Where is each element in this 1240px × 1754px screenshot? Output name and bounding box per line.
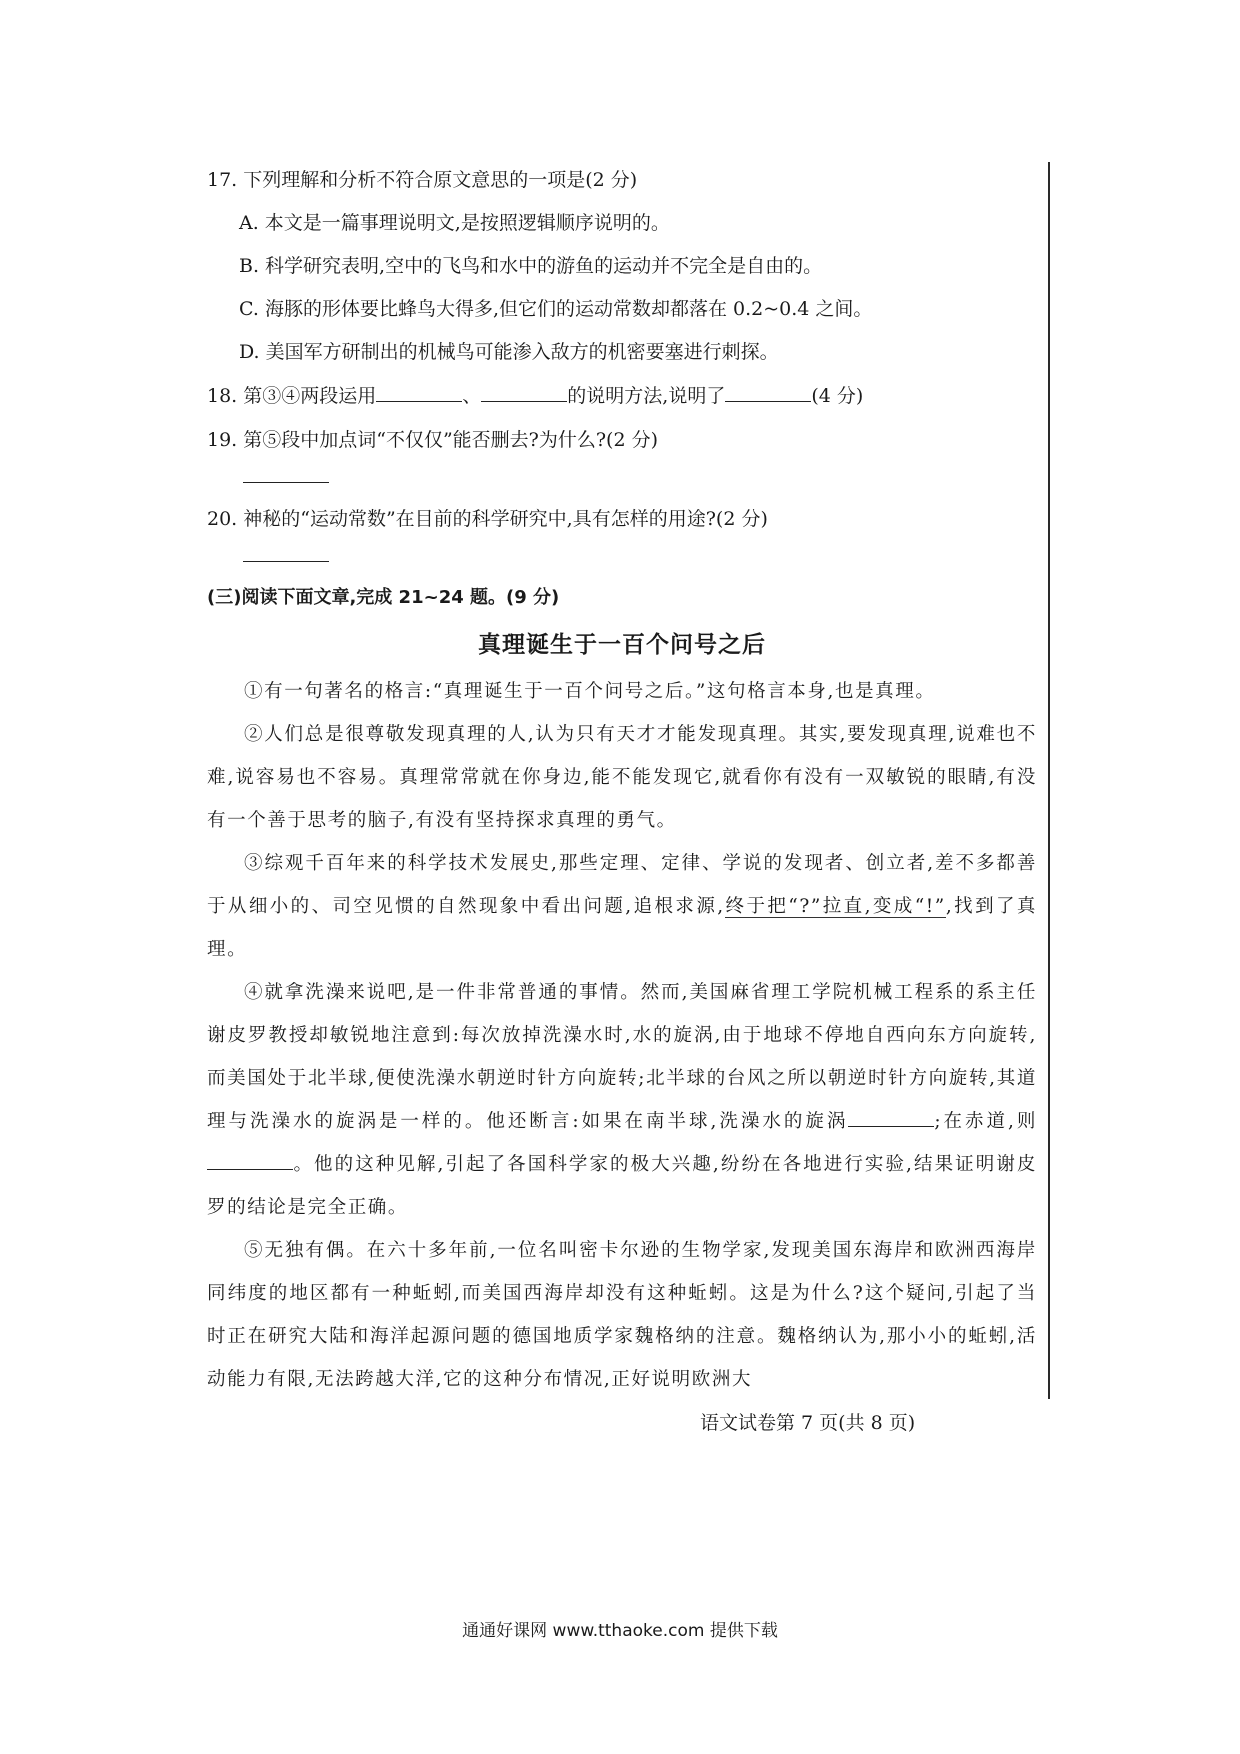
question-18-blank-1 (376, 381, 462, 402)
question-18-text-2: 、 (462, 385, 482, 407)
article-paragraph-2: ②人们总是很尊敬发现真理的人,认为只有天才才能发现真理。其实,要发现真理,说难也不难,说容易也不容易。真理常常就在你身边,能不能发现它,就看你有没有一双敏锐的眼睛,有没有一个善于思考的脑子,有没有坚持探求真理的勇气。 (207, 724, 1037, 831)
paragraph-4-blank-2 (207, 1149, 293, 1170)
question-20-answer-line (243, 541, 329, 562)
question-19-stem: 19. 第⑤段中加点词“不仅仅”能否删去?为什么?(2 分) (207, 429, 659, 451)
question-18-blank-2 (481, 381, 567, 402)
paragraph-4-blank-1 (848, 1106, 934, 1127)
question-18-text-3: 的说明方法,说明了 (567, 385, 726, 407)
article-paragraph-1: ①有一句著名的格言:“真理诞生于一百个问号之后。”这句格言本身,也是真理。 (244, 681, 936, 702)
question-18-blank-3 (725, 381, 811, 402)
margin-rule (1048, 162, 1050, 1399)
paragraph-4-text-b: ;在赤道,则 (934, 1111, 1037, 1132)
article-paragraph-5: ⑤无独有偶。在六十多年前,一位名叫密卡尔逊的生物学家,发现美国东海岸和欧洲西海岸同纬度的地区都有一种蚯蚓,而美国西海岸却没有这种蚯蚓。这是为什么?这个疑问,引起了当时正在研究大陆和海洋起源问题的德国地质学家魏格纳的注意。魏格纳认为,那小小的蚯蚓,活动能力有限,无法跨越大洋,它的这种分布情况,正好说明欧洲大 (207, 1240, 1037, 1390)
paragraph-3-underlined-sentence: 终于把“?”拉直,变成“!” (724, 896, 946, 917)
page-content (207, 158, 1037, 1401)
question-20-stem: 20. 神秘的“运动常数”在目前的科学研究中,具有怎样的用途?(2 分) (207, 508, 768, 530)
paragraph-4-text-a: ④就拿洗澡来说吧,是一件非常普通的事情。然而,美国麻省理工学院机械工程系的系主任谢皮罗教授却敏锐地注意到:每次放掉洗澡水时,水的旋涡,由于地球不停地自西向东方向旋转,而美国处于北半球,便使洗澡水朝逆时针方向旋转;北半球的台风之所以朝逆时针方向旋转,其道理与洗澡水的旋涡是一样的。他还断言:如果在南半球,洗澡水的旋涡 (207, 982, 1037, 1132)
question-17-option-d: D. 美国军方研制出的机械鸟可能渗入敌方的机密要塞进行刺探。 (239, 341, 779, 363)
question-17-option-c: C. 海豚的形体要比蜂鸟大得多,但它们的运动常数却都落在 0.2~0.4 之间。 (239, 298, 873, 320)
article-paragraph-4 (207, 971, 1037, 1229)
question-17-option-b: B. 科学研究表明,空中的飞鸟和水中的游鱼的运动并不完全是自由的。 (239, 255, 823, 277)
page-number-footer: 语文试卷第 7 页(共 8 页) (700, 1412, 916, 1434)
question-18 (207, 374, 1037, 418)
section-3-heading: (三)阅读下面文章,完成 21~24 题。(9 分) (207, 587, 560, 608)
article-title: 真理诞生于一百个问号之后 (478, 631, 766, 658)
paragraph-3-text-a: ③综观千百年来的科学技术发展史,那些定理、定律、学说的发现者、创立者,差不多都善于从细小的、司空见惯的自然现象中看出问题,追根求源, (207, 853, 1037, 917)
question-18-score: (4 分) (811, 385, 864, 407)
question-18-text-1: 18. 第③④两段运用 (207, 385, 377, 407)
question-19-answer-line (243, 462, 329, 483)
paragraph-4-text-c: 。他的这种见解,引起了各国科学家的极大兴趣,纷纷在各地进行实验,结果证明谢皮罗的结论是完全正确。 (207, 1154, 1037, 1218)
paragraph-3-text-b: ,找到了真理。 (207, 896, 1037, 960)
download-credit: 通通好课网 www.tthaoke.com 提供下载 (462, 1621, 778, 1641)
question-17-stem: 17. 下列理解和分析不符合原文意思的一项是(2 分) (207, 169, 638, 191)
question-17-option-a: A. 本文是一篇事理说明文,是按照逻辑顺序说明的。 (239, 212, 670, 234)
article-paragraph-3 (207, 842, 1037, 971)
